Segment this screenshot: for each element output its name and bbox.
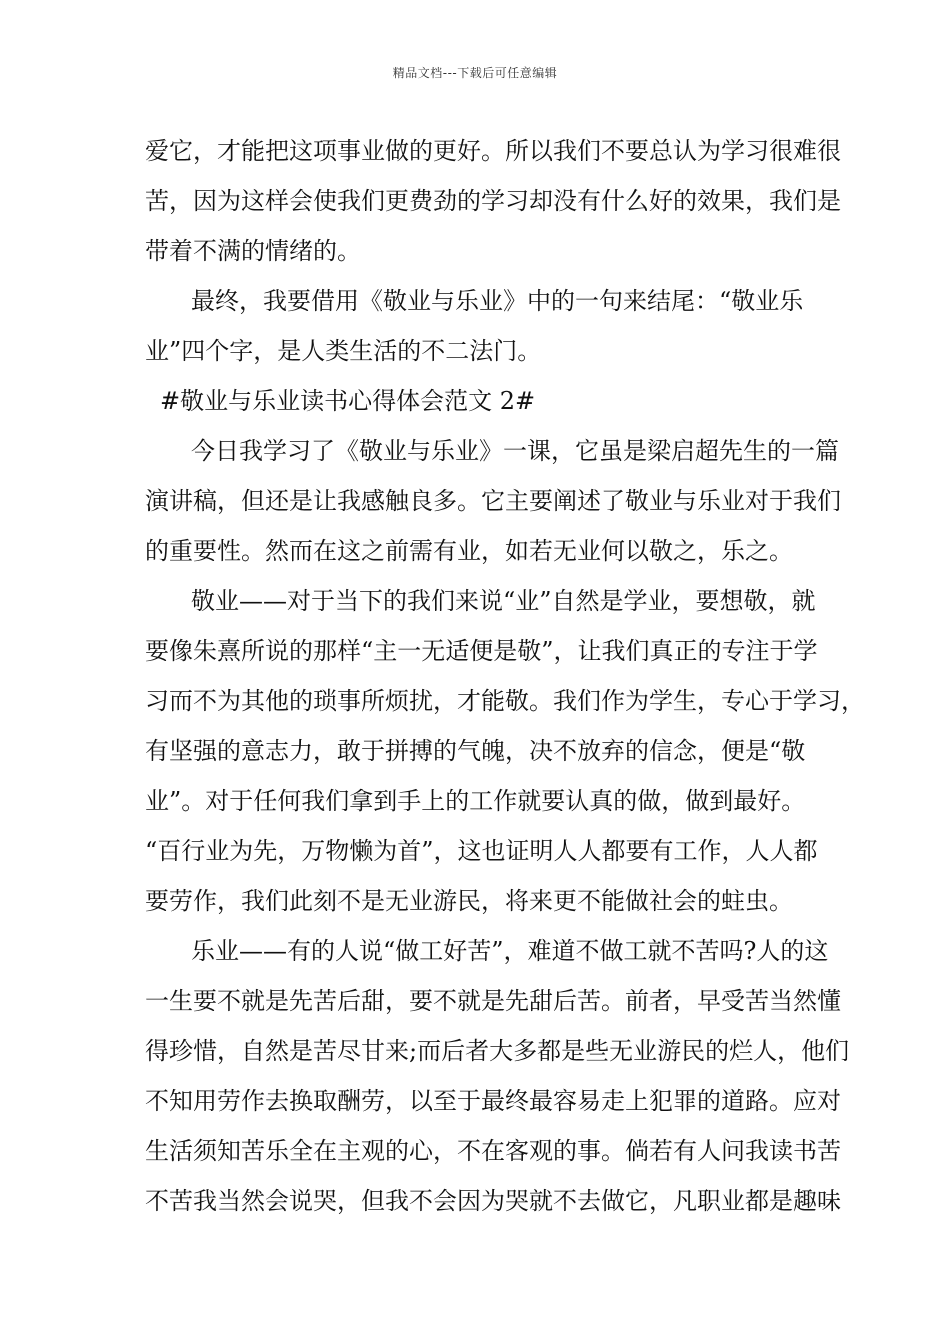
text-line: 演讲稿，但还是让我感触良多。它主要阐述了敬业与乐业对于我们 [145,487,841,515]
text-line: 苦，因为这样会使我们更费劲的学习却没有什么好的效果，我们是 [145,187,841,215]
text-line: 业”。对于任何我们拿到手上的工作就要认真的做，做到最好。 [145,787,806,815]
paragraph-first-line: 敬业——对于当下的我们来说“业”自然是学业，要想敬，就 [191,587,816,615]
paragraph-first-line: 乐业——有的人说“做工好苦”，难道不做工就不苦吗?人的这 [191,937,829,965]
page-header: 精品文档---下载后可任意编辑 [392,66,558,80]
text-line: 带着不满的情绪的。 [145,237,361,265]
text-line: 习而不为其他的琐事所烦扰，才能敬。我们作为学生，专心于学习， [145,687,865,715]
paragraph-first-line: 最终，我要借用《敬业与乐业》中的一句来结尾：“敬业乐 [191,287,804,315]
document-body [145,126,865,1226]
text-line: 不知用劳作去换取酬劳，以至于最终最容易走上犯罪的道路。应对 [145,1087,841,1115]
text-line: 的重要性。然而在这之前需有业，如若无业何以敬之，乐之。 [145,537,793,565]
text-line: 要像朱熹所说的那样“主一无适便是敬”，让我们真正的专注于学 [145,637,818,665]
section-heading: #敬业与乐业读书心得体会范文 2# [160,387,536,415]
text-line: 要劳作，我们此刻不是无业游民，将来更不能做社会的蛀虫。 [145,887,793,915]
text-line: 一生要不就是先苦后甜，要不就是先甜后苦。前者，早受苦当然懂 [145,987,841,1015]
text-line: 得珍惜，自然是苦尽甘来;而后者大多都是些无业游民的烂人，他们 [145,1037,850,1065]
text-line: 不苦我当然会说哭，但我不会因为哭就不去做它，凡职业都是趣味 [145,1187,841,1215]
text-line: 业”四个字，是人类生活的不二法门。 [145,337,542,365]
text-line: 生活须知苦乐全在主观的心，不在客观的事。倘若有人问我读书苦 [145,1137,841,1165]
text-line: 爱它，才能把这项事业做的更好。所以我们不要总认为学习很难很 [145,137,841,165]
paragraph-first-line: 今日我学习了《敬业与乐业》一课，它虽是梁启超先生的一篇 [191,437,839,465]
text-line: 有坚强的意志力，敢于拼搏的气魄，决不放弃的信念，便是“敬 [145,737,806,765]
text-line: “百行业为先，万物懒为首”，这也证明人人都要有工作，人人都 [145,837,818,865]
